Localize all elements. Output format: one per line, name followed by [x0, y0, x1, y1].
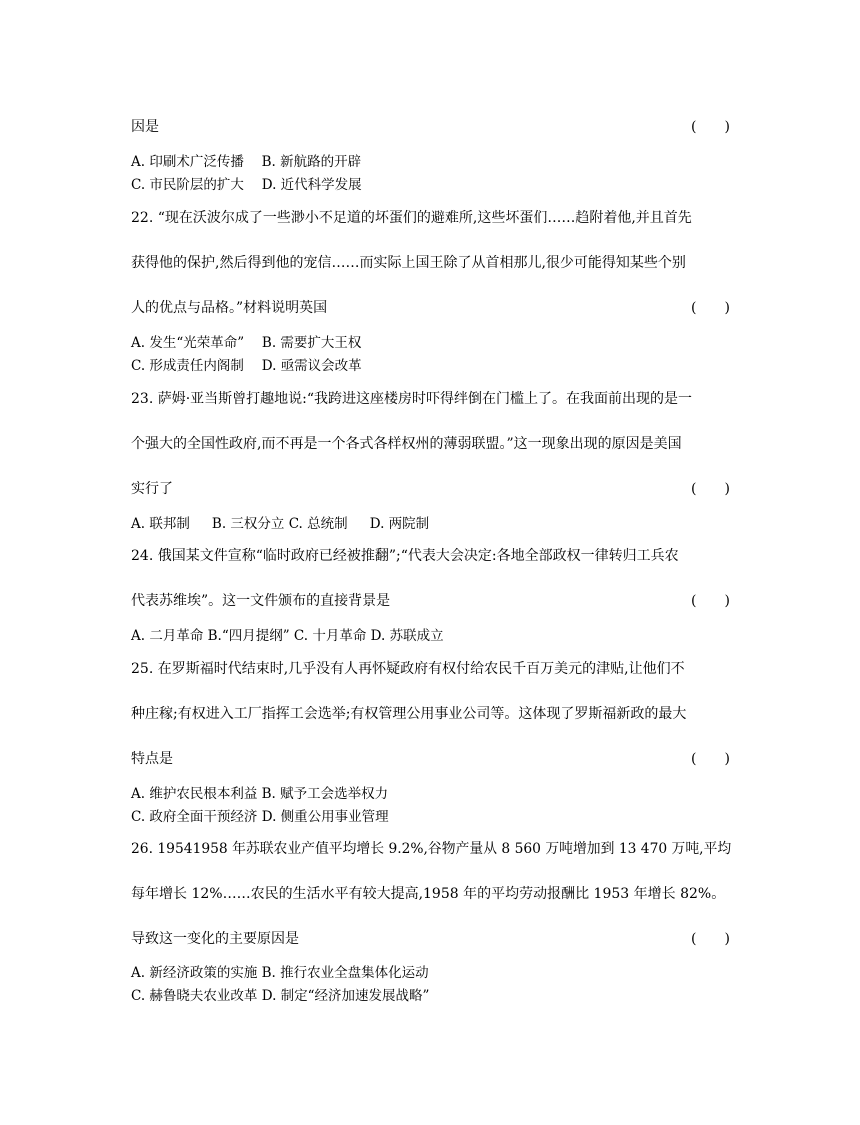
question-26-stem-line: 每年增长 12%……农民的生活水平有较大提高,1958 年的平均劳动报酬比 1953 年增长 82%。 — [131, 886, 726, 902]
question-25-option-row: C. 政府全面干预经济 D. 侧重公用事业管理 — [131, 809, 389, 825]
question-22-stem-line: 22. “现在沃波尔成了一些渺小不足道的坏蛋们的避难所,这些坏蛋们……趋附着他,并且首先 — [131, 210, 692, 226]
question-22-stem-line: 人的优点与品格。”材料说明英国 — [131, 300, 328, 316]
question-22-option-row: C. 形成责任内阁制 D. 亟需议会改革 — [131, 358, 362, 374]
question-23-stem-line: 个强大的全国性政府,而不再是一个各式各样权州的薄弱联盟。”这一现象出现的原因是美国 — [131, 436, 682, 452]
question-25-stem-line: 25. 在罗斯福时代结束时,几乎没有人再怀疑政府有权付给农民千百万美元的津贴,让他们不 — [131, 661, 685, 677]
question-25-stem-line: 种庄稼;有权进入工厂指挥工会选举;有权管理公用事业公司等。这体现了罗斯福新政的最大 — [131, 706, 687, 722]
question-24-answer-blank: ( ) — [691, 593, 730, 609]
question-25-stem-line: 特点是 — [131, 751, 173, 767]
question-21-option-row: A. 印刷术广泛传播 B. 新航路的开辟 — [131, 154, 362, 170]
question-26-answer-blank: ( ) — [691, 931, 730, 947]
question-21-answer-blank: ( ) — [691, 119, 730, 135]
question-23-stem-line: 23. 萨姆·亚当斯曾打趣地说:“我跨进这座楼房时吓得绊倒在门槛上了。在我面前出现的是一 — [131, 391, 693, 407]
question-24-option-row: A. 二月革命 B.“四月提纲” C. 十月革命 D. 苏联成立 — [131, 628, 444, 644]
question-22-answer-blank: ( ) — [691, 300, 730, 316]
question-22-option-row: A. 发生“光荣革命” B. 需要扩大王权 — [131, 335, 362, 351]
question-26-stem-line: 26. 19541958 年苏联农业产值平均增长 9.2%,谷物产量从 8 560 万吨增加到 13 470 万吨,平均 — [131, 841, 732, 857]
question-26-option-row: A. 新经济政策的实施 B. 推行农业全盘集体化运动 — [131, 965, 429, 981]
question-22-stem-line: 获得他的保护,然后得到他的宠信……而实际上国王除了从首相那儿,很少可能得知某些个别 — [131, 255, 686, 271]
question-23-option-row: A. 联邦制 B. 三权分立 C. 总统制 D. 两院制 — [131, 516, 430, 532]
question-24-stem-line: 代表苏维埃”。这一文件颁布的直接背景是 — [131, 593, 391, 609]
question-26-stem-line: 导致这一变化的主要原因是 — [131, 931, 299, 947]
question-23-answer-blank: ( ) — [691, 481, 730, 497]
question-21-option-row: C. 市民阶层的扩大 D. 近代科学发展 — [131, 177, 362, 193]
question-25-answer-blank: ( ) — [691, 751, 730, 767]
question-26-option-row: C. 赫鲁晓夫农业改革 D. 制定“经济加速发展战略” — [131, 988, 430, 1004]
question-23-stem-line: 实行了 — [131, 481, 173, 497]
question-24-stem-line: 24. 俄国某文件宣称“临时政府已经被推翻”;“代表大会决定:各地全部政权一律转归工兵农 — [131, 548, 679, 564]
question-25-option-row: A. 维护农民根本利益 B. 赋予工会选举权力 — [131, 786, 389, 802]
question-21-stem-line: 因是 — [131, 119, 159, 135]
